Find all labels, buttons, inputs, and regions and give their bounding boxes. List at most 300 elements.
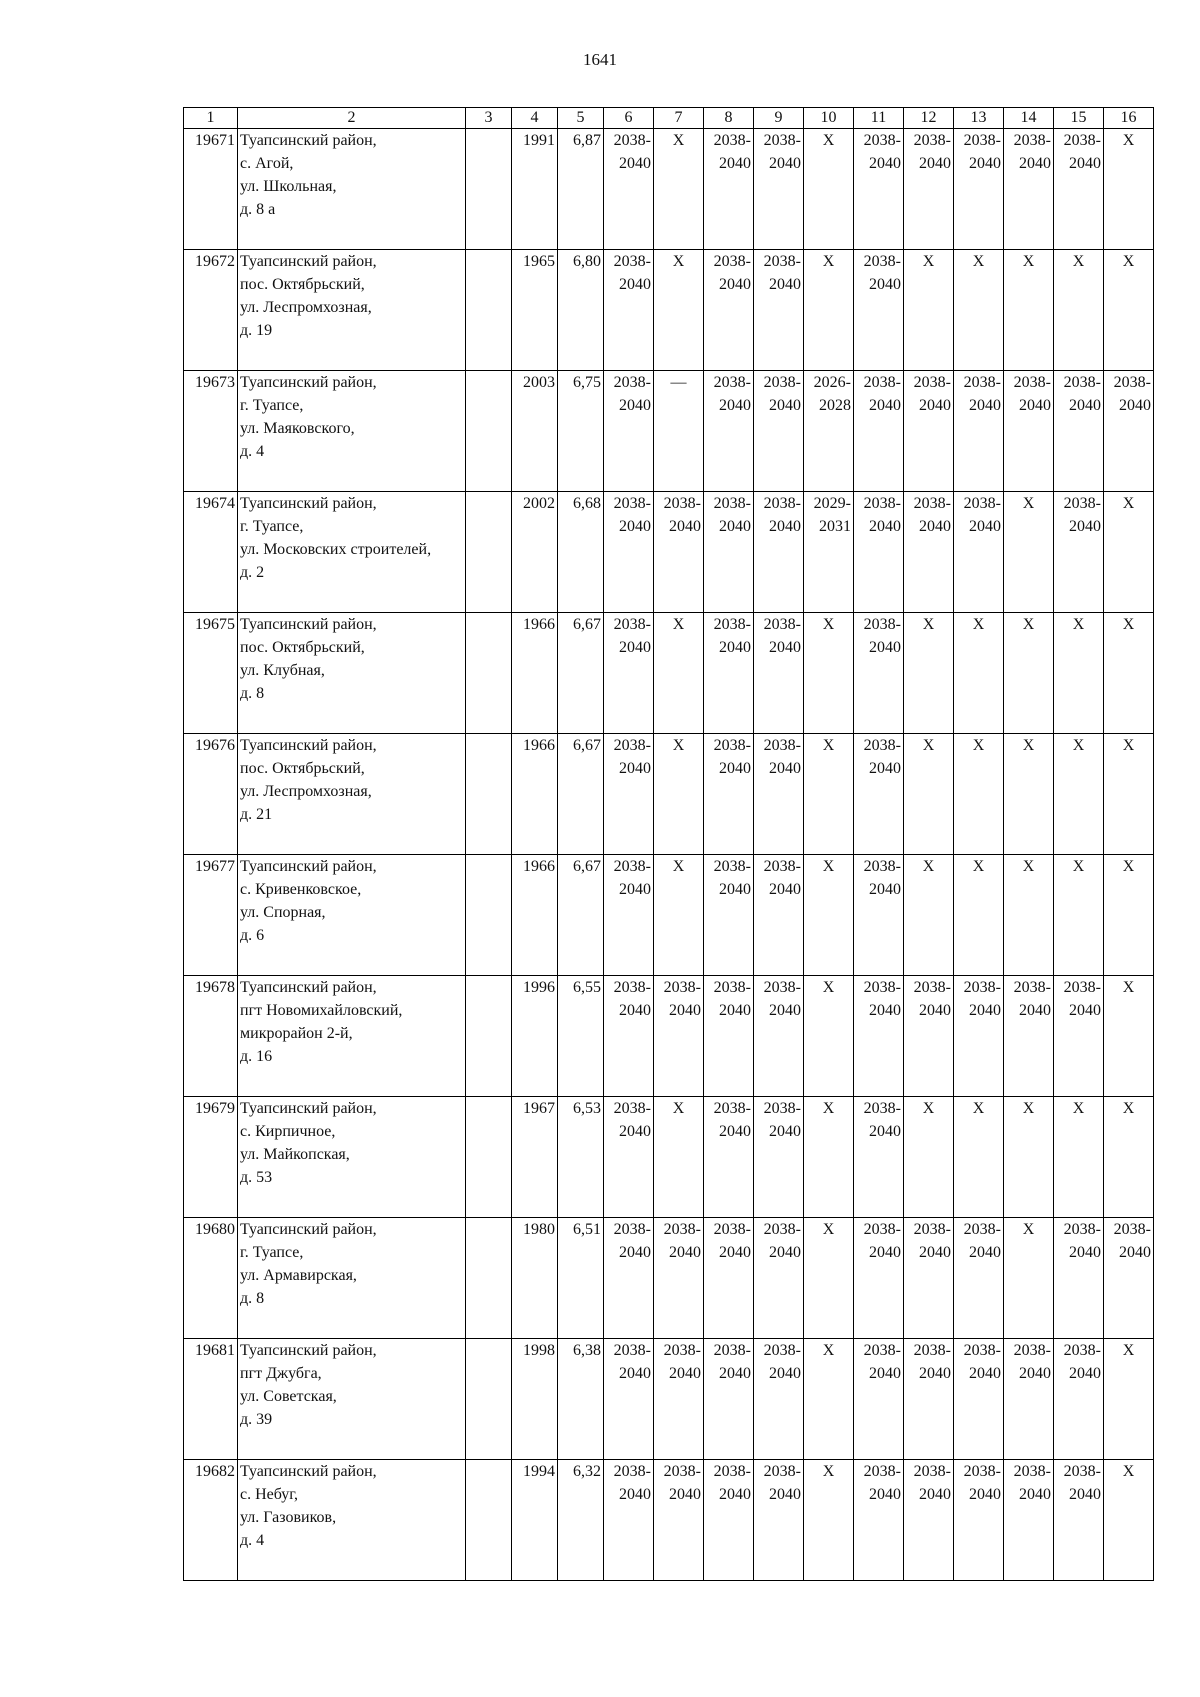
period-start: 2038- <box>763 1221 801 1238</box>
period-end: 2040 <box>719 1002 751 1019</box>
period-cell <box>1054 371 1104 492</box>
period-start: 2038- <box>663 979 701 996</box>
address-line: д. 8 <box>240 1290 265 1307</box>
table-row <box>184 1339 1154 1460</box>
period-end: 2040 <box>869 397 901 414</box>
value-cell: 6,67 <box>558 734 604 855</box>
record-id: 19676 <box>184 734 238 855</box>
period-end: 2040 <box>869 1486 901 1503</box>
period-start: 2038- <box>863 1221 901 1238</box>
period-mark-cell: X <box>804 129 854 250</box>
period-end: 2040 <box>719 1486 751 1503</box>
year-cell: 1994 <box>512 1460 558 1581</box>
period-cell <box>854 1097 904 1218</box>
period-cell <box>854 734 904 855</box>
period-cell <box>754 613 804 734</box>
period-end: 2040 <box>669 1244 701 1261</box>
period-start: 2038- <box>863 737 901 754</box>
column-3-cell <box>466 976 512 1097</box>
period-start: 2038- <box>1063 495 1101 512</box>
period-start: 2038- <box>713 1221 751 1238</box>
period-start: 2038- <box>913 1463 951 1480</box>
period-start: 2038- <box>613 1342 651 1359</box>
period-start: 2038- <box>913 374 951 391</box>
period-cell <box>704 976 754 1097</box>
period-mark-cell: X <box>1054 734 1104 855</box>
period-mark-cell: X <box>654 250 704 371</box>
period-end: 2040 <box>769 1244 801 1261</box>
period-end: 2040 <box>619 276 651 293</box>
year-cell: 1998 <box>512 1339 558 1460</box>
period-cell <box>704 492 754 613</box>
period-cell <box>1004 1339 1054 1460</box>
period-mark-cell: X <box>804 1339 854 1460</box>
address-line: г. Туапсе, <box>240 397 304 414</box>
period-cell <box>604 1097 654 1218</box>
period-end: 2040 <box>869 155 901 172</box>
period-start: 2038- <box>1063 1342 1101 1359</box>
period-end: 2040 <box>969 1244 1001 1261</box>
period-end: 2040 <box>619 397 651 414</box>
table-row <box>184 613 1154 734</box>
column-3-cell <box>466 1218 512 1339</box>
period-cell <box>604 734 654 855</box>
period-start: 2038- <box>1013 979 1051 996</box>
period-cell <box>754 1339 804 1460</box>
period-end: 2040 <box>769 1486 801 1503</box>
period-cell <box>1054 129 1104 250</box>
period-cell <box>604 129 654 250</box>
period-cell <box>604 1218 654 1339</box>
period-cell <box>854 855 904 976</box>
table-row <box>184 1097 1154 1218</box>
period-cell <box>754 1460 804 1581</box>
column-number-7: 7 <box>654 108 704 129</box>
period-cell <box>604 976 654 1097</box>
period-end: 2040 <box>869 276 901 293</box>
period-end: 2040 <box>619 881 651 898</box>
period-start: 2038- <box>1013 374 1051 391</box>
period-mark-cell: X <box>804 855 854 976</box>
table-body <box>184 108 1154 1581</box>
period-cell <box>654 1218 704 1339</box>
page-number: 1641 <box>583 50 617 69</box>
period-start: 2038- <box>613 495 651 512</box>
address-cell <box>238 129 466 250</box>
period-cell <box>904 976 954 1097</box>
address-line: д. 2 <box>240 564 265 581</box>
address-line: Туапсинский район, <box>240 495 377 512</box>
column-3-cell <box>466 855 512 976</box>
period-end: 2040 <box>869 1123 901 1140</box>
period-end: 2040 <box>969 1486 1001 1503</box>
period-cell <box>854 492 904 613</box>
period-cell <box>1104 371 1154 492</box>
period-cell <box>654 1460 704 1581</box>
period-mark-cell: X <box>904 250 954 371</box>
period-start: 2038- <box>863 495 901 512</box>
record-id: 19674 <box>184 492 238 613</box>
period-start: 2038- <box>863 979 901 996</box>
period-end: 2040 <box>919 397 951 414</box>
period-start: 2038- <box>713 1342 751 1359</box>
address-line: г. Туапсе, <box>240 1244 304 1261</box>
column-3-cell <box>466 734 512 855</box>
period-end: 2040 <box>769 155 801 172</box>
column-3-cell <box>466 1460 512 1581</box>
period-end: 2040 <box>1119 1244 1151 1261</box>
period-end: 2031 <box>819 518 851 535</box>
period-cell <box>704 613 754 734</box>
period-mark-cell: X <box>1004 492 1054 613</box>
period-start: 2038- <box>963 1342 1001 1359</box>
address-line: пос. Октябрьский, <box>240 639 365 656</box>
period-cell <box>904 492 954 613</box>
period-cell <box>1054 976 1104 1097</box>
column-number-2: 2 <box>238 108 466 129</box>
period-start: 2038- <box>713 253 751 270</box>
year-cell: 1980 <box>512 1218 558 1339</box>
period-cell <box>954 371 1004 492</box>
period-cell <box>1104 1218 1154 1339</box>
period-mark-cell: X <box>1004 734 1054 855</box>
period-cell <box>754 734 804 855</box>
column-number-row <box>184 108 1154 129</box>
period-start: 2038- <box>863 858 901 875</box>
period-cell <box>704 1097 754 1218</box>
year-cell: 1966 <box>512 734 558 855</box>
period-mark-cell: X <box>954 1097 1004 1218</box>
period-cell <box>754 855 804 976</box>
period-mark-cell: X <box>904 613 954 734</box>
period-start: 2038- <box>963 1463 1001 1480</box>
period-start: 2026- <box>813 374 851 391</box>
period-cell <box>604 855 654 976</box>
value-cell: 6,67 <box>558 855 604 976</box>
period-start: 2038- <box>863 1463 901 1480</box>
period-end: 2040 <box>769 1365 801 1382</box>
period-end: 2040 <box>969 155 1001 172</box>
period-end: 2040 <box>669 518 701 535</box>
period-end: 2040 <box>1019 1486 1051 1503</box>
period-end: 2040 <box>719 1244 751 1261</box>
record-id: 19675 <box>184 613 238 734</box>
record-id: 19677 <box>184 855 238 976</box>
period-start: 2038- <box>613 737 651 754</box>
period-end: 2040 <box>769 1002 801 1019</box>
period-end: 2040 <box>719 639 751 656</box>
period-start: 2038- <box>613 858 651 875</box>
period-mark-cell: X <box>1104 855 1154 976</box>
period-start: 2038- <box>763 495 801 512</box>
period-end: 2040 <box>969 1002 1001 1019</box>
period-cell <box>904 1460 954 1581</box>
period-end: 2040 <box>669 1002 701 1019</box>
period-cell <box>1004 129 1054 250</box>
table-row <box>184 734 1154 855</box>
address-line: ул. Спорная, <box>240 904 326 921</box>
address-line: ул. Советская, <box>240 1388 337 1405</box>
period-mark-cell: X <box>1004 250 1054 371</box>
period-end: 2040 <box>869 760 901 777</box>
period-end: 2040 <box>719 1123 751 1140</box>
period-start: 2038- <box>763 374 801 391</box>
period-start: 2038- <box>763 253 801 270</box>
period-mark-cell: X <box>1054 855 1104 976</box>
period-end: 2040 <box>719 155 751 172</box>
period-mark-cell: X <box>804 734 854 855</box>
period-start: 2038- <box>913 1221 951 1238</box>
period-cell <box>754 1097 804 1218</box>
address-cell <box>238 1339 466 1460</box>
period-end: 2040 <box>1019 1002 1051 1019</box>
period-mark-cell: X <box>1104 1460 1154 1581</box>
period-end: 2040 <box>1069 1002 1101 1019</box>
period-mark-cell: X <box>654 855 704 976</box>
record-id: 19679 <box>184 1097 238 1218</box>
table-row <box>184 1218 1154 1339</box>
period-start: 2038- <box>1013 1342 1051 1359</box>
period-end: 2040 <box>919 1365 951 1382</box>
period-mark-cell: X <box>904 734 954 855</box>
period-start: 2038- <box>763 1100 801 1117</box>
address-line: ул. Маяковского, <box>240 420 355 437</box>
period-mark-cell: X <box>804 250 854 371</box>
period-start: 2038- <box>863 616 901 633</box>
address-line: пгт Новомихайловский, <box>240 1002 403 1019</box>
period-mark-cell: X <box>804 1460 854 1581</box>
period-start: 2038- <box>913 495 951 512</box>
period-end: 2040 <box>769 1123 801 1140</box>
period-cell <box>804 492 854 613</box>
period-start: 2038- <box>613 616 651 633</box>
period-start: 2038- <box>863 253 901 270</box>
period-mark-cell: X <box>804 1097 854 1218</box>
period-cell <box>954 129 1004 250</box>
address-cell <box>238 734 466 855</box>
period-cell <box>754 1218 804 1339</box>
record-id: 19681 <box>184 1339 238 1460</box>
period-mark-cell: X <box>654 1097 704 1218</box>
period-cell <box>704 1218 754 1339</box>
address-line: Туапсинский район, <box>240 858 377 875</box>
period-start: 2038- <box>863 1342 901 1359</box>
register-table <box>183 107 1154 1581</box>
address-line: д. 21 <box>240 806 273 823</box>
table-row <box>184 129 1154 250</box>
period-end: 2040 <box>869 1244 901 1261</box>
period-mark-cell: X <box>1054 613 1104 734</box>
table-row <box>184 976 1154 1097</box>
address-line: ул. Леспромхозная, <box>240 299 372 316</box>
period-start: 2038- <box>1113 374 1151 391</box>
address-line: Туапсинский район, <box>240 1342 377 1359</box>
period-mark-cell: X <box>954 734 1004 855</box>
period-end: 2040 <box>919 1486 951 1503</box>
period-end: 2040 <box>619 1123 651 1140</box>
period-end: 2040 <box>719 276 751 293</box>
period-mark-cell: X <box>1054 1097 1104 1218</box>
period-start: 2038- <box>1063 374 1101 391</box>
period-start: 2038- <box>1013 132 1051 149</box>
address-cell <box>238 1460 466 1581</box>
address-line: Туапсинский район, <box>240 1100 377 1117</box>
period-cell <box>854 976 904 1097</box>
column-number-13: 13 <box>954 108 1004 129</box>
period-cell <box>704 734 754 855</box>
period-mark-cell: X <box>1004 1218 1054 1339</box>
address-line: ул. Клубная, <box>240 662 325 679</box>
period-start: 2038- <box>963 1221 1001 1238</box>
period-start: 2038- <box>713 495 751 512</box>
period-cell <box>654 1339 704 1460</box>
value-cell: 6,53 <box>558 1097 604 1218</box>
period-cell <box>654 492 704 613</box>
period-end: 2040 <box>1069 397 1101 414</box>
period-start: 2038- <box>763 132 801 149</box>
period-start: 2038- <box>963 979 1001 996</box>
period-cell <box>854 129 904 250</box>
address-cell <box>238 492 466 613</box>
period-start: 2038- <box>1063 1463 1101 1480</box>
address-line: с. Кривенковское, <box>240 881 362 898</box>
period-end: 2040 <box>869 518 901 535</box>
period-start: 2038- <box>1063 132 1101 149</box>
period-cell <box>704 250 754 371</box>
period-mark-cell: X <box>1004 613 1054 734</box>
address-cell <box>238 371 466 492</box>
period-cell <box>1004 976 1054 1097</box>
table-row <box>184 855 1154 976</box>
period-start: 2038- <box>1063 979 1101 996</box>
column-number-10: 10 <box>804 108 854 129</box>
address-line: д. 16 <box>240 1048 273 1065</box>
address-cell <box>238 976 466 1097</box>
column-number-6: 6 <box>604 108 654 129</box>
period-start: 2038- <box>713 132 751 149</box>
period-end: 2040 <box>1069 155 1101 172</box>
period-cell <box>704 371 754 492</box>
period-mark-cell: X <box>1104 492 1154 613</box>
record-id: 19678 <box>184 976 238 1097</box>
period-end: 2040 <box>869 1365 901 1382</box>
period-mark-cell: — <box>654 371 704 492</box>
table-row <box>184 492 1154 613</box>
period-start: 2038- <box>713 979 751 996</box>
period-end: 2040 <box>919 1002 951 1019</box>
record-id: 19680 <box>184 1218 238 1339</box>
period-cell <box>854 1460 904 1581</box>
period-end: 2040 <box>719 881 751 898</box>
period-end: 2040 <box>719 760 751 777</box>
column-number-16: 16 <box>1104 108 1154 129</box>
period-cell <box>1054 1339 1104 1460</box>
period-start: 2038- <box>763 1463 801 1480</box>
period-cell <box>704 1460 754 1581</box>
address-line: ул. Школьная, <box>240 178 337 195</box>
period-end: 2040 <box>769 639 801 656</box>
period-cell <box>904 129 954 250</box>
period-start: 2038- <box>613 132 651 149</box>
period-end: 2040 <box>619 155 651 172</box>
period-start: 2038- <box>1063 1221 1101 1238</box>
column-3-cell <box>466 613 512 734</box>
address-line: с. Кирпичное, <box>240 1123 336 1140</box>
period-start: 2038- <box>613 253 651 270</box>
address-line: Туапсинский район, <box>240 616 377 633</box>
value-cell: 6,87 <box>558 129 604 250</box>
address-line: ул. Леспромхозная, <box>240 783 372 800</box>
period-end: 2040 <box>669 1486 701 1503</box>
period-end: 2040 <box>1069 518 1101 535</box>
period-cell <box>1054 1218 1104 1339</box>
period-cell <box>854 371 904 492</box>
period-mark-cell: X <box>1104 613 1154 734</box>
period-end: 2040 <box>869 639 901 656</box>
period-mark-cell: X <box>954 250 1004 371</box>
column-number-12: 12 <box>904 108 954 129</box>
period-end: 2040 <box>669 1365 701 1382</box>
period-cell <box>1004 371 1054 492</box>
period-end: 2040 <box>769 276 801 293</box>
period-end: 2040 <box>769 518 801 535</box>
period-mark-cell: X <box>954 613 1004 734</box>
column-number-8: 8 <box>704 108 754 129</box>
address-line: г. Туапсе, <box>240 518 304 535</box>
record-id: 19682 <box>184 1460 238 1581</box>
period-cell <box>854 1339 904 1460</box>
period-start: 2038- <box>763 979 801 996</box>
address-line: д. 4 <box>240 1532 265 1549</box>
period-mark-cell: X <box>1104 976 1154 1097</box>
period-mark-cell: X <box>1004 855 1054 976</box>
period-cell <box>954 1460 1004 1581</box>
period-end: 2040 <box>619 639 651 656</box>
year-cell: 1991 <box>512 129 558 250</box>
period-cell <box>854 250 904 371</box>
period-end: 2040 <box>919 518 951 535</box>
period-mark-cell: X <box>654 734 704 855</box>
record-id: 19673 <box>184 371 238 492</box>
period-start: 2038- <box>713 1463 751 1480</box>
column-number-9: 9 <box>754 108 804 129</box>
period-cell <box>954 492 1004 613</box>
address-line: Туапсинский район, <box>240 1463 377 1480</box>
address-line: ул. Газовиков, <box>240 1509 337 1526</box>
period-cell <box>804 371 854 492</box>
period-mark-cell: X <box>654 129 704 250</box>
column-3-cell <box>466 250 512 371</box>
period-mark-cell: X <box>1054 250 1104 371</box>
period-end: 2040 <box>1069 1244 1101 1261</box>
period-end: 2040 <box>619 1002 651 1019</box>
period-start: 2038- <box>663 1463 701 1480</box>
value-cell: 6,32 <box>558 1460 604 1581</box>
period-cell <box>854 1218 904 1339</box>
period-end: 2040 <box>769 397 801 414</box>
column-number-3: 3 <box>466 108 512 129</box>
period-start: 2038- <box>863 132 901 149</box>
period-mark-cell: X <box>804 976 854 1097</box>
period-start: 2038- <box>613 979 651 996</box>
period-end: 2040 <box>919 155 951 172</box>
period-cell <box>654 976 704 1097</box>
address-line: ул. Майкопская, <box>240 1146 350 1163</box>
year-cell: 1967 <box>512 1097 558 1218</box>
period-cell <box>1054 1460 1104 1581</box>
column-3-cell <box>466 1097 512 1218</box>
period-end: 2040 <box>769 760 801 777</box>
